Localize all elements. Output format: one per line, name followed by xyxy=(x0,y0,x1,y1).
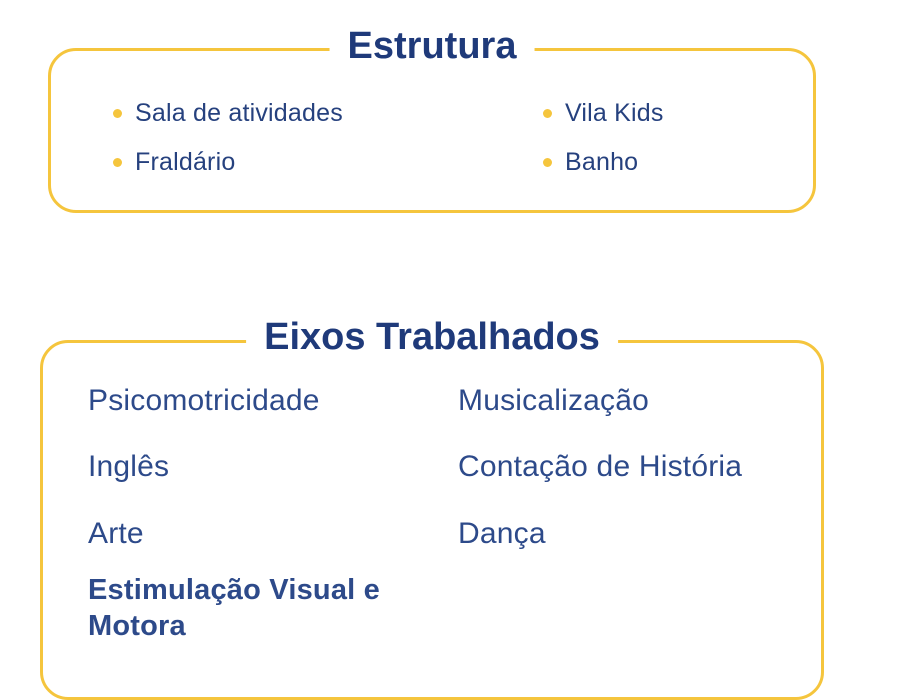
list-item: Arte xyxy=(88,516,144,550)
eixos-trabalhados-card xyxy=(40,316,824,700)
estrutura-card xyxy=(48,25,816,213)
eixos-trabalhados-title: Eixos Trabalhados xyxy=(246,318,618,356)
list-item: Contação de História xyxy=(458,450,743,484)
list-item xyxy=(113,148,543,177)
bullet-dot-icon xyxy=(543,109,552,118)
list-item-label: Vila Kids xyxy=(565,99,664,127)
list-item: Dança xyxy=(458,516,546,550)
list-item: Inglês xyxy=(88,450,170,484)
list-item xyxy=(113,99,543,128)
eixos-column-left xyxy=(88,385,458,645)
bullet-dot-icon xyxy=(113,109,122,118)
estrutura-title: Estrutura xyxy=(330,27,535,65)
list-item-label: Sala de atividades xyxy=(135,99,343,127)
list-item: Estimulação Visual e Motora xyxy=(88,574,380,643)
list-item-label: Banho xyxy=(565,148,639,176)
list-item xyxy=(543,148,773,177)
list-item: Musicalização xyxy=(458,384,650,417)
bullet-dot-icon xyxy=(113,158,122,167)
eixos-column-right xyxy=(458,385,788,645)
estrutura-list xyxy=(113,99,773,177)
list-item xyxy=(543,99,773,128)
list-item-label: Fraldário xyxy=(135,148,236,176)
bullet-dot-icon xyxy=(543,158,552,167)
eixos-list xyxy=(88,385,788,645)
list-item: Psicomotricidade xyxy=(88,384,320,417)
